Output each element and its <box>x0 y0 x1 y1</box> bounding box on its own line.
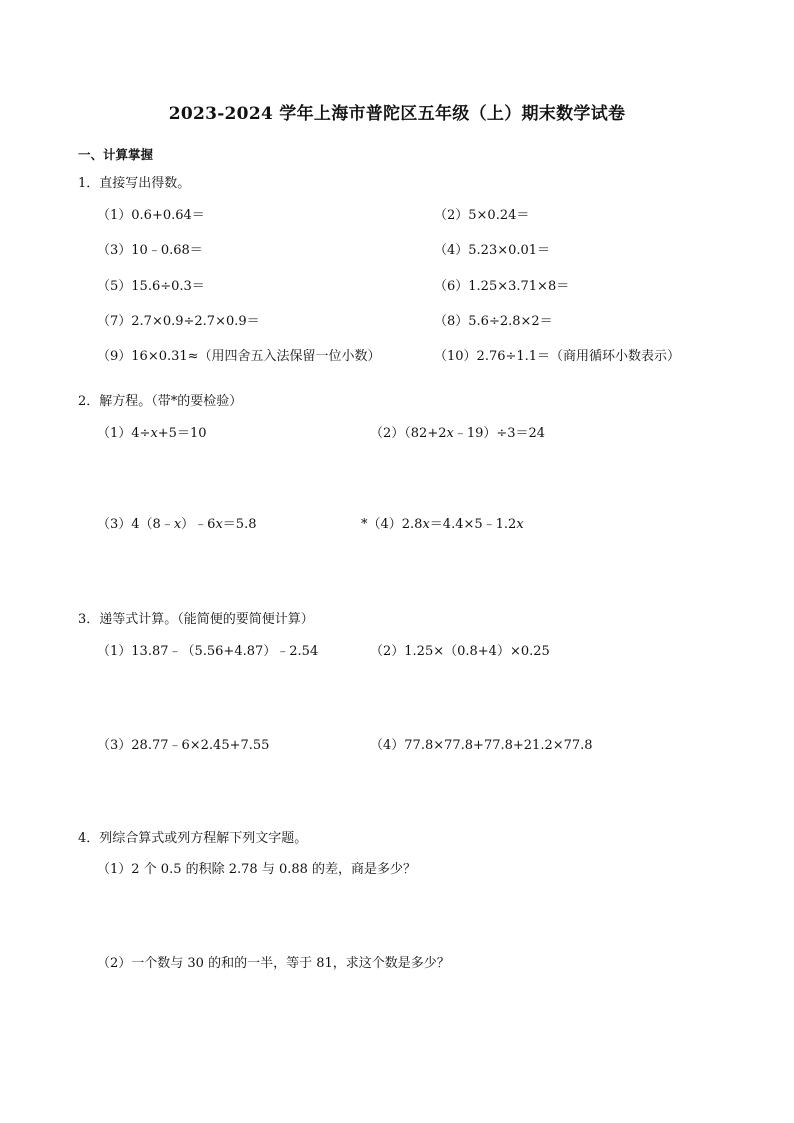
q4-item-2: （2）一个数与 30 的和的一半，等于 81，求这个数是多少？ <box>97 956 450 971</box>
q2-item-2 <box>370 426 545 442</box>
q2-item-1-variable: x <box>150 426 158 441</box>
q2-item-4-variable-2: x <box>516 517 524 532</box>
q1-item-6: （6）1.25×3.71×8＝ <box>434 279 570 294</box>
q4-item-1: （1）2 个 0.5 的积除 2.78 与 0.88 的差，商是多少？ <box>97 862 417 877</box>
q2-item-2-variable: x <box>446 426 454 441</box>
q2-item-3-post: ＝5.8 <box>222 517 257 532</box>
q2-item-3-mid: ）﹣6 <box>181 517 216 532</box>
section-heading-calculation: 一、计算掌握 <box>78 147 154 162</box>
q1-item-7: （7）2.7×0.9÷2.7×0.9＝ <box>97 314 260 329</box>
q2-item-4-pre: *（4）2.8 <box>361 517 423 532</box>
q1-item-8: （8）5.6÷2.8×2＝ <box>434 314 553 329</box>
q3-item-4: （4）77.8×77.8+77.8+21.2×77.8 <box>370 738 593 753</box>
q1-item-5: （5）15.6÷0.3＝ <box>97 279 205 294</box>
q2-item-1 <box>97 426 207 442</box>
q1-item-10: （10）2.76÷1.1＝（商用循环小数表示） <box>434 349 681 364</box>
q1-stem: 1．直接写出得数。 <box>78 176 191 191</box>
q1-item-2: （2）5×0.24＝ <box>434 208 530 223</box>
page-title: 2023-2024 学年上海市普陀区五年级（上）期末数学试卷 <box>168 104 626 124</box>
q1-item-4: （4）5.23×0.01＝ <box>434 243 551 258</box>
q1-item-1: （1）0.6+0.64＝ <box>97 208 205 223</box>
q3-item-2: （2）1.25×（0.8+4）×0.25 <box>370 644 550 659</box>
q2-item-4 <box>361 517 524 533</box>
q2-item-1-pre: （1）4÷ <box>97 426 151 441</box>
q2-item-3-pre: （3）4（8﹣ <box>97 517 174 532</box>
q2-item-4-mid: ＝4.4×5﹣1.2 <box>429 517 517 532</box>
q2-item-2-post: ﹣19）÷3＝24 <box>453 426 546 441</box>
q2-item-1-post: +5＝10 <box>157 426 207 441</box>
q3-item-1: （1）13.87﹣（5.56+4.87）﹣2.54 <box>97 644 319 659</box>
q2-item-4-variable: x <box>422 517 430 532</box>
q1-item-9: （9）16×0.31≈（用四舍五入法保留一位小数） <box>97 349 381 364</box>
q2-item-2-pre: （2）（82+2 <box>370 426 447 441</box>
q2-stem: 2．解方程。（带*的要检验） <box>78 394 243 409</box>
q1-item-3: （3）10﹣0.68＝ <box>97 243 203 258</box>
q4-stem: 4．列综合算式或列方程解下列文字题。 <box>78 831 308 846</box>
q3-item-3: （3）28.77﹣6×2.45+7.55 <box>97 738 270 753</box>
q3-stem: 3．递等式计算。（能简便的要简便计算） <box>78 612 314 627</box>
q2-item-3-variable-2: x <box>215 517 223 532</box>
q2-item-3-variable: x <box>173 517 182 532</box>
q2-item-3 <box>97 517 256 533</box>
